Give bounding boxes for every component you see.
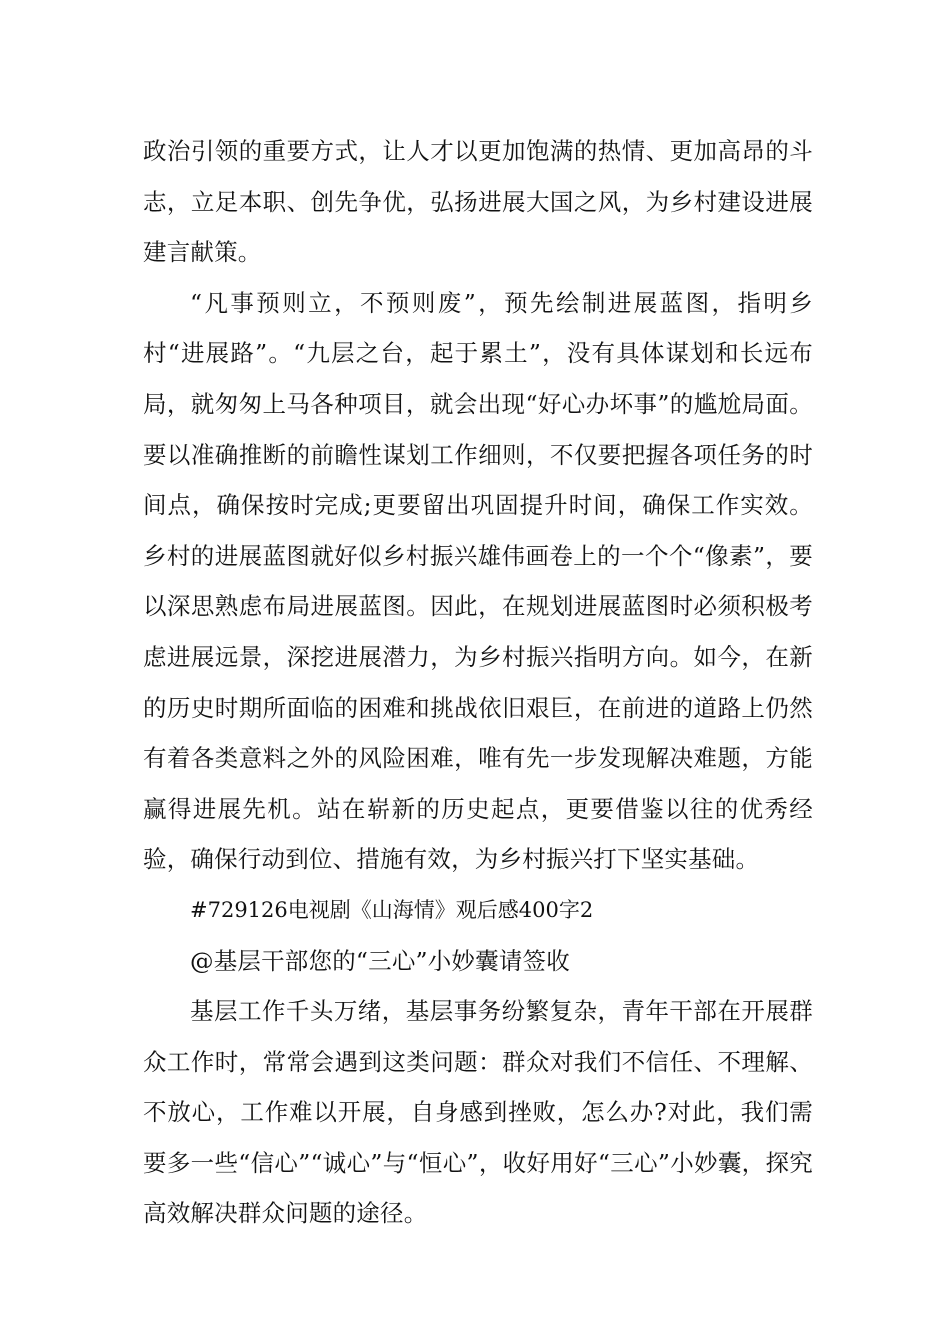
paragraph-planning-blueprint: “凡事预则立，不预则废”，预先绘制进展蓝图，指明乡村“进展路”。“九层之台，起于累土”，没有具体谋划和长远布局，就匆匆上马各种项目，就会出现“好心办坏事”的尴尬局面。要以准确推断的前瞻性谋划工作细则，不仅要把握各项任务的时间点，确保按时完成;更要留出巩固提升时间，确保工作实效。乡村的进展蓝图就好似乡村振兴雄伟画卷上的一个个“像素”，要以深思熟虑布局进展蓝图。因此，在规划进展蓝图时必须积极考虑进展远景，深挖进展潜力，为乡村振兴指明方向。如今，在新的历史时期所面临的困难和挑战依旧艰巨，在前进的道路上仍然有着各类意料之外的风险困难，唯有先一步发现解决难题，方能赢得进展先机。站在崭新的历史起点，更要借鉴以往的优秀经验，确保行动到位、措施有效，为乡村振兴打下坚实基础。 xyxy=(143,288,813,874)
paragraph-grassroots-work: 基层工作千头万绪，基层事务纷繁复杂，青年干部在开展群众工作时，常常会遇到这类问题：群众对我们不信任、不理解、不放心，工作难以开展，自身感到挫败，怎么办?对此，我们需要多一些“信心”“诚心”与“恒心”，收好用好“三心”小妙囊，探究高效解决群众问题的途径。 xyxy=(143,997,813,1228)
document-body xyxy=(143,126,813,1239)
article-subtitle-line: @基层干部您的“三心”小妙囊请签收 xyxy=(190,946,570,975)
article-title-line: #729126电视剧《山海情》观后感400字2 xyxy=(190,897,594,922)
paragraph-continuation: 政治引领的重要方式，让人才以更加饱满的热情、更加高昂的斗志，立足本职、创先争优，弘扬进展大国之风，为乡村建设进展建言献策。 xyxy=(143,137,813,267)
